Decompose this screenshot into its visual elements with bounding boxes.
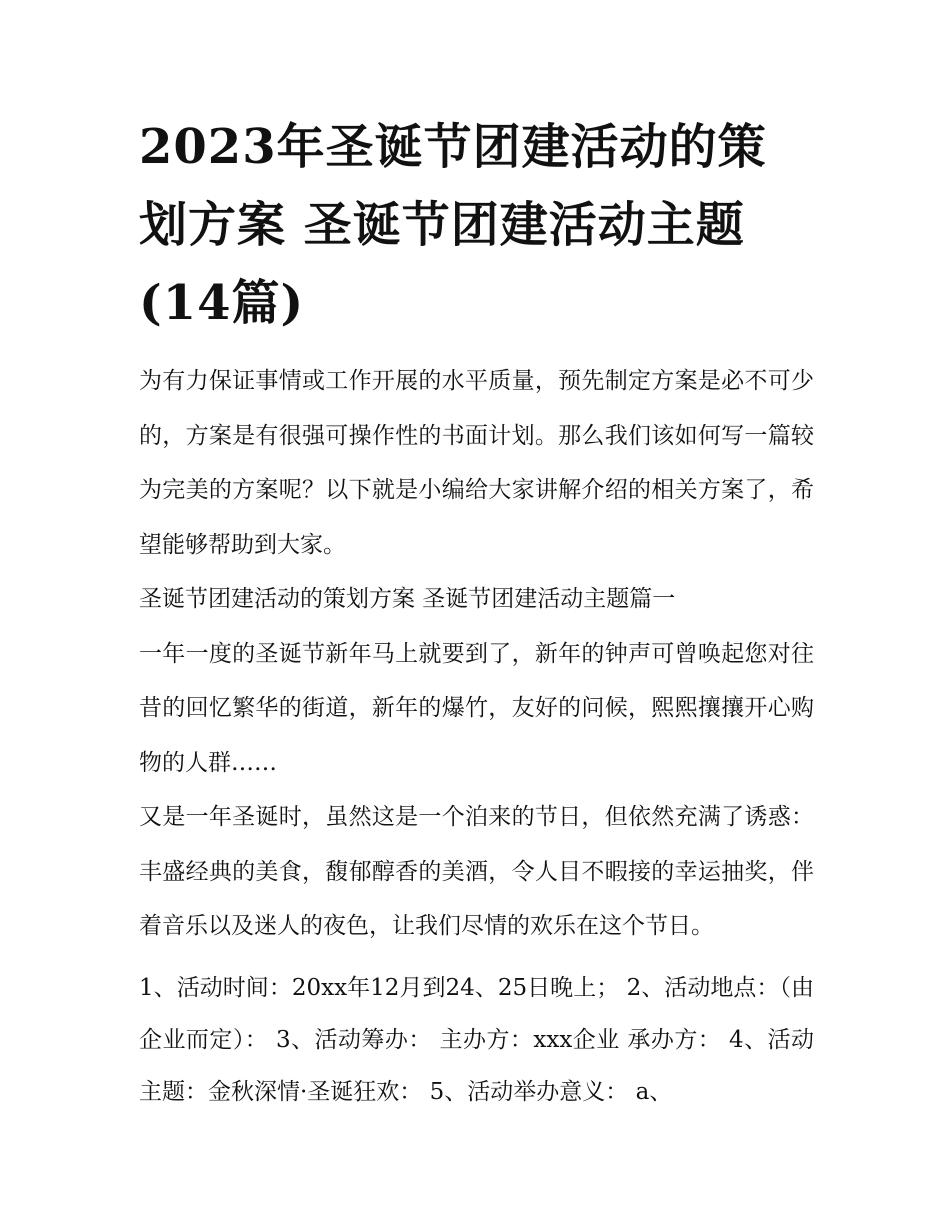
activity-details-paragraph: 1、活动时间：20xx年12月到24、25日晚上； 2、活动地点：（由企业而定）： 3、活动筹办： 主办方：xxx企业 承办方： 4、活动主题：金秋深情·圣诞狂欢： 5、活动举办意义： a、	[139, 974, 814, 1105]
intro-paragraph: 为有力保证事情或工作开展的水平质量，预先制定方案是必不可少的，方案是有很强可操作性的书面计划。那么我们该如何写一篇较为完美的方案呢？以下就是小编给大家讲解介绍的相关方案了，希望能够帮助到大家。	[139, 368, 814, 558]
document-page	[139, 108, 814, 1118]
document-title: 2023年圣诞节团建活动的策划方案 圣诞节团建活动主题(14篇)	[139, 119, 767, 331]
section-heading: 圣诞节团建活动的策划方案 圣诞节团建活动主题篇一	[139, 586, 676, 612]
body-paragraph: 又是一年圣诞时，虽然这是一个泊来的节日，但依然充满了诱惑：丰盛经典的美食，馥郁醇香的美酒，令人目不暇接的幸运抽奖，伴着音乐以及迷人的夜色，让我们尽情的欢乐在这个节日。	[139, 804, 814, 939]
body-paragraph: 一年一度的圣诞节新年马上就要到了，新年的钟声可曾唤起您对往昔的回忆繁华的街道，新年的爆竹，友好的问候，熙熙攘攘开心购物的人群……	[139, 640, 814, 776]
